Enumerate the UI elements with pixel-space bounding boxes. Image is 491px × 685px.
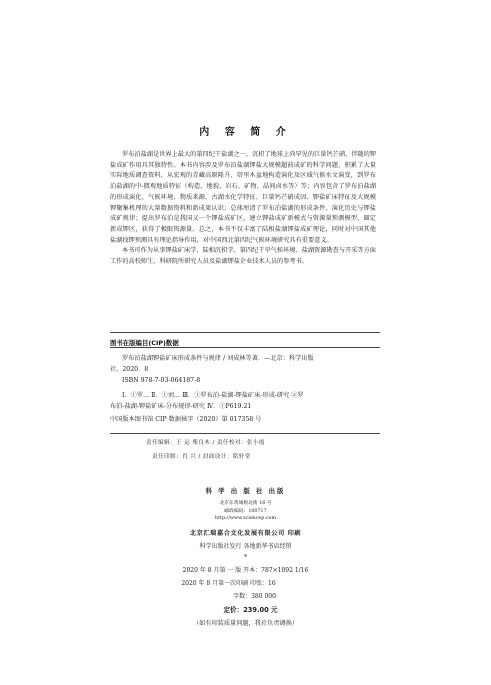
price: 定价：239.00 元 bbox=[223, 606, 278, 614]
publisher-website: http://www.sciencep.com bbox=[215, 516, 276, 521]
cip-subject-line-2: 布泊-盐湖-钾盐矿床-分布规律-研究 Ⅳ．①P619.21 bbox=[110, 403, 252, 410]
quality-note: （如有印装质量问题，我社负责调换） bbox=[192, 620, 299, 627]
printer-name: 北京汇瑞嘉合文化发展有限公司 印刷 bbox=[189, 530, 302, 537]
cip-publisher-line: 社，2020．8 bbox=[110, 366, 149, 373]
printing-line: 2020 年 8 月第一次印刷 印张：16 bbox=[181, 580, 276, 587]
summary-text bbox=[110, 150, 376, 268]
cip-isbn: ISBN 978-7-03-064187-8 bbox=[122, 377, 201, 384]
publisher-postcode: 邮政编码：100717 bbox=[224, 509, 267, 514]
production-credits: 责任印制：肖 兴 / 封面设计：铭轩堂 bbox=[152, 454, 251, 460]
distribution-line: 科学出版社发行 各地新华书店经销 bbox=[199, 543, 292, 550]
cip-subject-line-1: Ⅰ．①罗… Ⅱ．①刘… Ⅲ．①罗布泊-盐湖-钾盐矿床-形成-研究 ②罗 bbox=[122, 392, 304, 399]
cip-header-rule bbox=[110, 347, 380, 348]
cip-bottom-rule bbox=[110, 433, 380, 434]
cip-record-number: 中国版本图书馆 CIP 数据核字（2020）第 017358 号 bbox=[110, 416, 262, 423]
page-title: 内 容 简 介 bbox=[199, 127, 292, 138]
edition-line: 2020 年 8 月第 一 版 开本：787×1092 1/16 bbox=[182, 567, 309, 574]
cip-top-rule bbox=[110, 332, 380, 333]
cip-header: 图书在版编目(CIP)数据 bbox=[110, 339, 179, 347]
editor-credits: 责任编辑：王 运 柴良木 / 责任校对：张小霞 bbox=[146, 440, 265, 446]
cip-block bbox=[110, 353, 378, 425]
publisher-name: 科 学 出 版 社 出版 bbox=[205, 487, 286, 495]
publisher-address: 北京东黄城根北街 16 号 bbox=[219, 501, 272, 506]
cip-title-line: 罗布泊盐湖钾盐矿床形成条件与规律 / 刘成林等著．—北京：科学出版 bbox=[122, 355, 314, 362]
separator-star: * bbox=[244, 554, 247, 561]
word-count: 字数：380 000 bbox=[233, 593, 276, 600]
summary-paragraph-1: 罗布泊盐湖是世界上最大的第四纪干盐湖之一，沉积了地球上尚罕见的巨量钙芒硝，伴随的钾盐成矿作用具其独特性。本书内容涉及罗布泊盐湖钾盐大规模超前成矿的科学问题，积累了大量实际地质调查资料，从宏观的青藏高原隆升、塔里木盆地构造演化及区域气候水文演变，到罗布泊盐湖的中-微观地质特征（构造、地貌、岩石、矿物、晶间卤水等）等；内容包含了罗布泊盐湖的形成演化、气候环境、物质来源、古湖水化学特征、巨量钙芒硝成因、钾盐矿床特征及大规模钾聚集机理的大量数据资料和新成果认识；总体厘清了罗布泊盐湖的形成条件、演化历史与钾盐成矿规律；提出罗布泊是我国又一个钾盐成矿区，建立钾盐成矿新模式与资源量预测模型，圈定新成钾区，获得了极限资源量。总之，本书不仅丰富了陆相盐湖钾盐成矿理论，同时对中国其他盐湖找钾预测具有理论指导作用，对中国西北第四纪气候环境研究具有重要意义。 bbox=[110, 151, 376, 244]
summary-paragraph-2: 本书可作为从事钾盐矿床学、陆相沉积学、第四纪干旱气候环境、盐湖资源勘查与开采等方面工作的高校师生、科研院所研究人员及盐湖钾盐企业技术人员的参考书。 bbox=[110, 247, 376, 266]
